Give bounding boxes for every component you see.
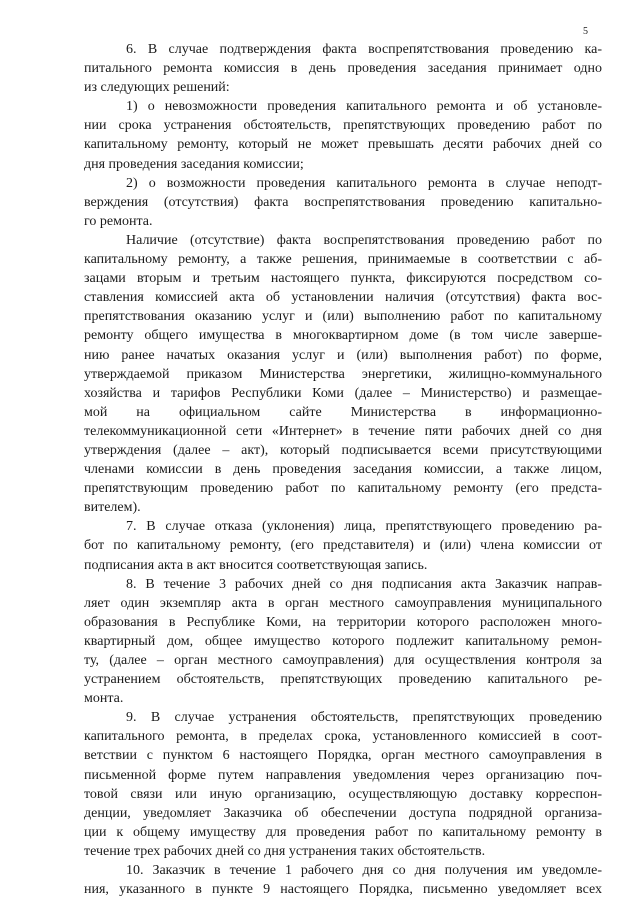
text-line: верждения (отсутствия) факта воспрепятствования проведению капитально- (84, 194, 602, 210)
text-line: зацами вторым и третьим настоящего пункта, фиксируются посредством со- (84, 271, 602, 287)
text-line: 2) о возможности проведения капитального ремонта в случае неподт- (126, 175, 602, 191)
text-line: ции к общему имуществу для проведения работ по капитальному ремонту в (84, 824, 602, 840)
text-line: утверждаемой приказом Министерства энергетики, жилищно-коммунального (84, 366, 602, 382)
text-line: ния, указанного в пункте 9 настоящего Порядка, письменно уведомляет всех (84, 882, 602, 898)
text-line: Наличие (отсутствие) факта воспрепятствования проведению работ по (126, 232, 602, 248)
text-line: капитальному ремонту, который не может превышать десяти рабочих дней со (84, 137, 602, 153)
text-line: питального ремонта комиссия в день проведения заседания принимает одно (84, 61, 602, 77)
text-line: течение трех рабочих дней со дня устранения таких обстоятельств. (84, 843, 486, 859)
text-line: товой связи или иную организацию, осуществляющую доставку корреспон- (84, 786, 602, 802)
text-line: ремонту общего имущества в многоквартирном доме (в том числе завершe- (84, 328, 602, 344)
text-line: капитальному ремонту, а также решения, принимаемые в соответствии с аб- (84, 252, 602, 268)
text-line: 6. В случае подтверждения факта воспрепятствования проведению ка- (126, 42, 602, 57)
text-line: препятствования оказанию услуг и (или) выполнению работ по капитальному (84, 309, 602, 325)
text-line: дня проведения заседания комиссии; (84, 156, 304, 172)
text-line: телекоммуникационной сети «Интернет» в течение пяти рабочих дней со дня (84, 423, 602, 439)
text-line: ветствии с пунктом 6 настоящего Порядка, орган местного самоуправления в (84, 748, 602, 764)
document-body (84, 40, 602, 899)
text-line: денции, уведомляет Заказчика об обеспечении доступа подрядной организа- (84, 805, 602, 821)
text-line: из следующих решений: (84, 80, 230, 96)
text-line: вителем). (84, 500, 141, 516)
text-line: письменной форме путем направления уведомления через организацию поч- (84, 767, 602, 783)
text-line: нию ранее начатых оказания услуг и (или) выполнения работ) по форме, (84, 347, 602, 363)
text-line: 10. Заказчик в течение 1 рабочего дня со дня получения им уведомле- (126, 863, 602, 879)
text-line: ляет один экземпляр акта в орган местного самоуправления муниципального (84, 595, 602, 611)
text-line: препятствующим проведению работ по капитальному ремонту (его предста- (84, 481, 602, 497)
text-line: образования в Республике Коми, на территории которого расположен много- (84, 614, 602, 630)
text-line: членами комиссии в день проведения заседания комиссии, а также лицом, (84, 462, 602, 478)
text-line: 9. В случае устранения обстоятельств, препятствующих проведению (126, 710, 602, 726)
text-line: подписания акта в акт вносится соответствующая запись. (84, 557, 428, 573)
text-line: го ремонта. (84, 213, 153, 229)
text-line: 8. В течение 3 рабочих дней со дня подписания акта Заказчик направ- (126, 576, 602, 592)
text-line: хозяйства и тарифов Республики Коми (далее – Министерство) и размещае- (84, 385, 602, 401)
text-line: капитального ремонта, в пределах срока, установленного комиссией в соот- (84, 729, 602, 745)
text-line: утверждения (далее – акт), который подписывается всеми присутствующими (84, 442, 602, 458)
text-line: устранением обстоятельств, препятствующих проведению капитального ре- (84, 672, 602, 688)
text-line: бот по капитальному ремонту, (его представителя) и (или) члена комиссии от (84, 538, 602, 554)
text-line: 7. В случае отказа (уклонения) лица, препятствующего проведению ра- (126, 519, 602, 535)
page-number: 5 (583, 26, 588, 37)
text-line: ставления комиссией акта об установлении наличия (отсутствия) факта вос- (84, 290, 602, 306)
text-line: ту, (далее – орган местного самоуправления) для осуществления контроля за (84, 653, 602, 668)
text-line: монта. (84, 691, 124, 707)
text-line: 1) о невозможности проведения капитального ремонта и об установле- (126, 99, 602, 115)
text-line: мой на официальном сайте Министерства в информационно- (84, 404, 602, 420)
text-line: квартирный дом, общее имущество которого подлежит капитальному ремон- (84, 633, 602, 649)
text-line: нии срока устранения обстоятельств, препятствующих проведению работ по (84, 118, 602, 134)
